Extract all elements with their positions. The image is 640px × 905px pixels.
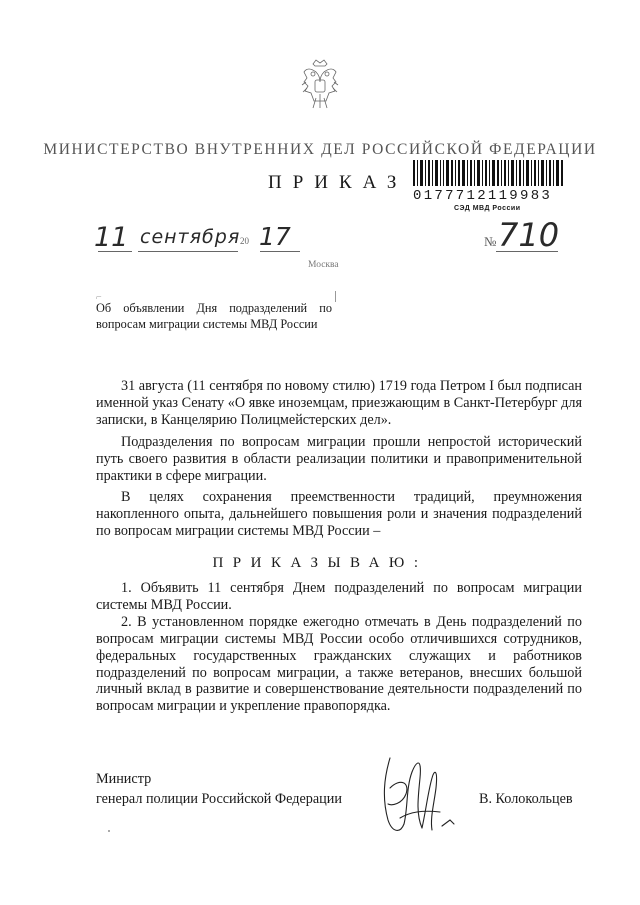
preamble-paragraph: 31 августа (11 сентября по новому стилю) 1719 года Петром I был подписан именной указ Сенату «О явке иноземцам, приезжающим в Санкт-Петербург для записки, в Канцелярию Полицмейстерских дел». <box>96 378 582 428</box>
city: Москва <box>308 260 339 270</box>
subject-bracket-right <box>335 291 336 302</box>
document-type: ПРИКАЗ <box>268 172 408 193</box>
number-sign: № <box>484 234 497 249</box>
barcode-number: 0177712119983 <box>413 188 553 204</box>
order-item: 2. В установленном порядке ежегодно отмечать в День подразделений по вопросам миграции системы МВД России особо отличившихся сотрудников, федеральных государственных гражданских служащих и работников подразделений по вопросам миграции, а также ветеранов, внесших большой личный вклад в развитие и совершенствование деятельности подразделений по вопросам миграции и укрепление правопорядка. <box>96 613 582 715</box>
preamble-paragraph: Подразделения по вопросам миграции прошли непростой исторический путь своего развития в области реализации политики и правоприменительной практики в сфере миграции. <box>96 433 582 484</box>
signatory-name: В. Колокольцев <box>479 791 573 807</box>
date-year-suffix: 17 <box>259 222 291 251</box>
preamble-paragraph: В целях сохранения преемственности традиций, преумножения накопленного опыта, дальнейшего повышения роли и значения подразделений по вопросам миграции системы МВД России – <box>96 489 582 540</box>
order-number-underline <box>496 251 558 252</box>
order-item: 1. Объявить 11 сентября Днем подразделений по вопросам миграции системы МВД России. <box>96 580 582 613</box>
subject-heading: Об объявлении Дня подразделений по вопросам миграции системы МВД России <box>96 301 332 331</box>
order-word: ПРИКАЗЫВАЮ: <box>212 555 428 571</box>
order-items <box>96 580 582 715</box>
date-day-underline <box>98 251 132 252</box>
barcode-caption: СЭД МВД России <box>454 205 521 212</box>
coat-of-arms-icon <box>298 58 342 114</box>
preamble <box>96 378 582 545</box>
date-year-underline <box>260 251 300 252</box>
subject-bracket-left: ⌐ <box>96 292 102 303</box>
date-month: сентября <box>140 226 241 248</box>
signatory-rank: генерал полиции Российской Федерации <box>96 791 342 807</box>
ministry-name: МИНИСТЕРСТВО ВНУТРЕННИХ ДЕЛ РОССИЙСКОЙ ФЕДЕРАЦИИ <box>43 141 597 158</box>
scan-speck <box>108 830 110 832</box>
barcode-icon <box>413 160 565 186</box>
date-month-underline <box>138 251 238 252</box>
order-number: 710 <box>498 216 560 254</box>
signature-icon <box>370 748 466 840</box>
date-year-prefix: 20 <box>240 236 249 246</box>
date-day: 11 <box>94 222 129 253</box>
signatory-title: Министр <box>96 771 152 787</box>
